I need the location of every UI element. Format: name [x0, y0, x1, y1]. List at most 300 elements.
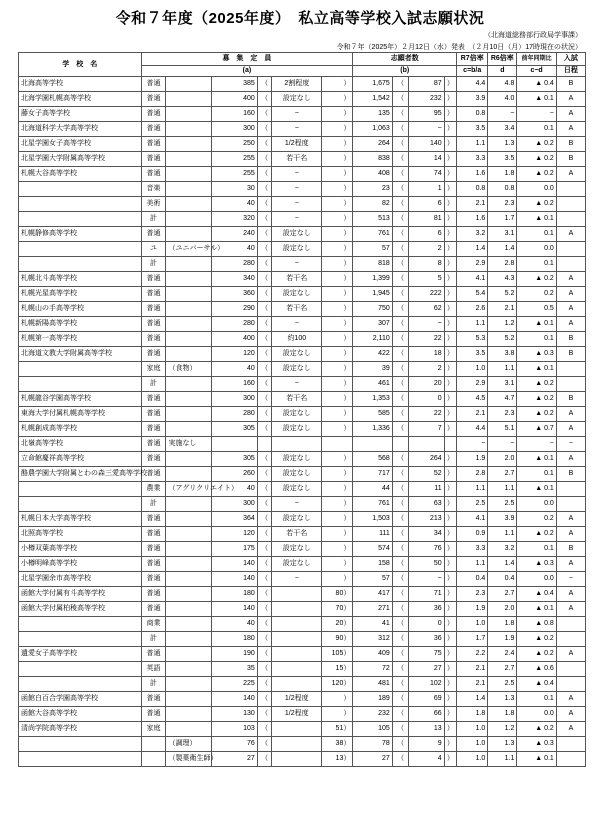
course: 家庭 [141, 722, 166, 737]
paren-close: ） [322, 212, 353, 227]
applications-table [18, 52, 586, 767]
paren-close: ） [444, 422, 456, 437]
exam-schedule: B [556, 542, 585, 557]
paren-open: （ [257, 737, 272, 752]
exam-schedule: A [556, 527, 585, 542]
course: 普通 [141, 512, 166, 527]
ratio-diff: 0.1 [517, 692, 556, 707]
exam-schedule [556, 632, 585, 647]
paren-open: （ [392, 527, 409, 542]
ratio-diff: ▲ 0.1 [517, 317, 556, 332]
paren-open: （ [392, 707, 409, 722]
course-detail [166, 347, 212, 362]
paren-close: ） [322, 407, 353, 422]
ratio-r7: 1.0 [457, 362, 488, 377]
recommend-applicants [409, 437, 444, 452]
ratio-r6: 3.8 [488, 347, 517, 362]
table-row [19, 752, 586, 767]
capacity: 76 [212, 737, 258, 752]
capacity: 360 [212, 287, 258, 302]
ratio-r7: 1.1 [457, 137, 488, 152]
school-name: 札幌山の手高等学校 [19, 302, 142, 317]
course-detail [166, 617, 212, 632]
course-detail [166, 272, 212, 287]
recommend [272, 632, 322, 647]
paren-open: （ [257, 662, 272, 677]
course-detail [166, 602, 212, 617]
recommend-applicants: 20 [409, 377, 444, 392]
ratio-r6: 1.4 [488, 242, 517, 257]
ratio-r7: 1.8 [457, 707, 488, 722]
course-detail [166, 647, 212, 662]
school-name [19, 362, 142, 377]
paren-close: ） [444, 152, 456, 167]
applicants: 1,945 [353, 287, 392, 302]
paren-close: ） [444, 257, 456, 272]
paren-close: ） [444, 137, 456, 152]
paren-close: ） [444, 527, 456, 542]
paren-open: （ [392, 287, 409, 302]
ratio-r7: 1.9 [457, 602, 488, 617]
course: 普通 [141, 587, 166, 602]
capacity: 260 [212, 467, 258, 482]
paren-open: （ [257, 242, 272, 257]
paren-close: ） [444, 647, 456, 662]
ratio-diff: 0.0 [517, 572, 556, 587]
paren-open: （ [257, 692, 272, 707]
ratio-diff: 0.1 [517, 332, 556, 347]
table-row [19, 347, 586, 362]
paren-open [392, 437, 409, 452]
applicants: 1,063 [353, 122, 392, 137]
school-name [19, 182, 142, 197]
ratio-diff: ▲ 0.1 [517, 752, 556, 767]
ratio-diff: ▲ 0.4 [517, 77, 556, 92]
recommend-applicants: 5 [409, 272, 444, 287]
paren-open: （ [257, 107, 272, 122]
applicants: 1,399 [353, 272, 392, 287]
paren-open: （ [392, 212, 409, 227]
recommend [272, 587, 322, 602]
recommend [272, 677, 322, 692]
paren-open: （ [257, 332, 272, 347]
recommend: 設定なし [272, 362, 322, 377]
ratio-r6: 2.8 [488, 257, 517, 272]
paren-open: （ [257, 197, 272, 212]
paren-close: 38） [322, 737, 353, 752]
course-detail [166, 287, 212, 302]
table-row [19, 167, 586, 182]
course: 普通 [141, 392, 166, 407]
applicants: 27 [353, 752, 392, 767]
applicants: 57 [353, 572, 392, 587]
ratio-diff: 0.0 [517, 707, 556, 722]
recommend: − [272, 572, 322, 587]
ratio-r6: 4.0 [488, 92, 517, 107]
course-detail [166, 677, 212, 692]
ratio-diff: ▲ 0.4 [517, 677, 556, 692]
table-row [19, 287, 586, 302]
ratio-r6: 1.4 [488, 557, 517, 572]
recommend-applicants: 0 [409, 617, 444, 632]
recommend-applicants: 71 [409, 587, 444, 602]
school-name: 札幌日本大学高等学校 [19, 512, 142, 527]
exam-schedule [556, 482, 585, 497]
applicants: 585 [353, 407, 392, 422]
recommend [272, 437, 322, 452]
course: 普通 [141, 107, 166, 122]
applicants: 82 [353, 197, 392, 212]
course: 家庭 [141, 362, 166, 377]
paren-open: （ [257, 677, 272, 692]
recommend: − [272, 182, 322, 197]
ratio-diff: − [517, 437, 556, 452]
table-row [19, 497, 586, 512]
paren-open: （ [257, 572, 272, 587]
applicants: 39 [353, 362, 392, 377]
ratio-r6: 1.8 [488, 707, 517, 722]
paren-close: ） [444, 452, 456, 467]
school-name: 小樽双葉高等学校 [19, 542, 142, 557]
course: 普通 [141, 452, 166, 467]
paren-open: （ [257, 272, 272, 287]
course-detail [166, 632, 212, 647]
course: 普通 [141, 287, 166, 302]
ratio-r6: 1.8 [488, 167, 517, 182]
paren-close: 90） [322, 632, 353, 647]
paren-close: ） [322, 497, 353, 512]
paren-close [322, 437, 353, 452]
paren-open: （ [392, 152, 409, 167]
capacity: 40 [212, 242, 258, 257]
school-name: 函館大学付属有斗高等学校 [19, 587, 142, 602]
table-row [19, 242, 586, 257]
ratio-diff: ▲ 0.1 [517, 482, 556, 497]
ratio-diff: ▲ 0.1 [517, 92, 556, 107]
course-detail [166, 77, 212, 92]
recommend-applicants: 74 [409, 167, 444, 182]
paren-close: ） [444, 392, 456, 407]
paren-close: ） [444, 317, 456, 332]
ratio-r7: 3.5 [457, 122, 488, 137]
course-detail [166, 557, 212, 572]
table-row [19, 527, 586, 542]
ratio-r7: 1.6 [457, 212, 488, 227]
ratio-r7: 1.0 [457, 737, 488, 752]
exam-schedule: A [556, 512, 585, 527]
course-detail [166, 707, 212, 722]
paren-open: （ [257, 92, 272, 107]
course: 英語 [141, 662, 166, 677]
applicants: 41 [353, 617, 392, 632]
paren-open: （ [392, 332, 409, 347]
course-detail [166, 422, 212, 437]
ratio-r7: 1.0 [457, 617, 488, 632]
ratio-r7: 1.0 [457, 722, 488, 737]
applicants: 57 [353, 242, 392, 257]
exam-schedule: A [556, 587, 585, 602]
table-row [19, 407, 586, 422]
recommend: 設定なし [272, 512, 322, 527]
course-detail [166, 692, 212, 707]
paren-open: （ [257, 362, 272, 377]
paren-close: 15） [322, 662, 353, 677]
course: 商業 [141, 617, 166, 632]
course: ユ [141, 242, 166, 257]
paren-close: ） [444, 467, 456, 482]
recommend-applicants: 50 [409, 557, 444, 572]
exam-schedule: A [556, 287, 585, 302]
header-exam: 入試 [556, 53, 585, 66]
course: 音楽 [141, 182, 166, 197]
course-detail [166, 407, 212, 422]
table-row [19, 137, 586, 152]
paren-open: （ [392, 407, 409, 422]
paren-open: （ [257, 257, 272, 272]
school-name [19, 197, 142, 212]
course-detail [166, 662, 212, 677]
exam-schedule [556, 257, 585, 272]
recommend: 若干名 [272, 152, 322, 167]
recommend: − [272, 167, 322, 182]
table-row [19, 617, 586, 632]
ratio-r7: 2.1 [457, 677, 488, 692]
ratio-r6: 1.1 [488, 752, 517, 767]
paren-close: ） [322, 557, 353, 572]
table-row [19, 632, 586, 647]
recommend: 設定なし [272, 557, 322, 572]
school-name: 北星学園大学附属高等学校 [19, 152, 142, 167]
table-row [19, 422, 586, 437]
capacity [212, 437, 258, 452]
paren-close: ） [444, 242, 456, 257]
recommend: 若干名 [272, 527, 322, 542]
ratio-r6: 2.7 [488, 587, 517, 602]
recommend: 設定なし [272, 407, 322, 422]
capacity: 250 [212, 137, 258, 152]
ratio-r6: 2.5 [488, 497, 517, 512]
recommend: 設定なし [272, 227, 322, 242]
course-detail: （食物） [166, 362, 212, 377]
course-detail: （ユニバーサル） [166, 242, 212, 257]
paren-close: ） [444, 482, 456, 497]
recommend: 1/2程度 [272, 137, 322, 152]
course-detail [166, 332, 212, 347]
recommend: 若干名 [272, 272, 322, 287]
paren-open: （ [257, 287, 272, 302]
school-name: 北海道科学大学高等学校 [19, 122, 142, 137]
course-detail [166, 497, 212, 512]
school-name: 遺愛女子高等学校 [19, 647, 142, 662]
school-name [19, 212, 142, 227]
paren-close: ） [322, 137, 353, 152]
ratio-r6: 2.4 [488, 647, 517, 662]
school-name: 札幌第一高等学校 [19, 332, 142, 347]
recommend: 若干名 [272, 392, 322, 407]
table-row [19, 392, 586, 407]
paren-open: （ [392, 692, 409, 707]
paren-open: （ [257, 542, 272, 557]
table-row [19, 542, 586, 557]
table-row [19, 677, 586, 692]
capacity: 320 [212, 212, 258, 227]
recommend-applicants: 81 [409, 212, 444, 227]
course: 普通 [141, 152, 166, 167]
school-name: 函館白百合学園高等学校 [19, 692, 142, 707]
course: 農業 [141, 482, 166, 497]
ratio-r7: 2.1 [457, 662, 488, 677]
ratio-r7: 0.8 [457, 107, 488, 122]
applicants [353, 437, 392, 452]
course [141, 752, 166, 767]
school-name [19, 662, 142, 677]
header-diff-sub: c−d [517, 66, 556, 77]
course: 普通 [141, 692, 166, 707]
course-detail [166, 317, 212, 332]
ratio-r7: 2.9 [457, 377, 488, 392]
paren-close: ） [444, 287, 456, 302]
course: 普通 [141, 77, 166, 92]
course: 普通 [141, 407, 166, 422]
ratio-r6: 0.8 [488, 182, 517, 197]
ratio-r6: 1.1 [488, 527, 517, 542]
paren-open: （ [392, 317, 409, 332]
recommend: − [272, 497, 322, 512]
paren-close: ） [322, 302, 353, 317]
course: 普通 [141, 467, 166, 482]
exam-schedule: A [556, 92, 585, 107]
ratio-r7: 5.4 [457, 287, 488, 302]
school-name [19, 482, 142, 497]
table-row [19, 452, 586, 467]
paren-open: （ [392, 572, 409, 587]
capacity: 240 [212, 227, 258, 242]
ratio-diff: ▲ 0.2 [517, 377, 556, 392]
course: 計 [141, 377, 166, 392]
capacity: 103 [212, 722, 258, 737]
recommend-applicants: 22 [409, 407, 444, 422]
table-row [19, 107, 586, 122]
course-detail [166, 197, 212, 212]
capacity: 255 [212, 167, 258, 182]
school-name: 札幌静修高等学校 [19, 227, 142, 242]
paren-open: （ [257, 482, 272, 497]
exam-schedule [556, 362, 585, 377]
paren-open: （ [257, 377, 272, 392]
school-name: 札幌創成高等学校 [19, 422, 142, 437]
paren-close: ） [322, 452, 353, 467]
exam-schedule: B [556, 137, 585, 152]
paren-close: ） [444, 602, 456, 617]
ratio-r6: 1.7 [488, 212, 517, 227]
recommend [272, 602, 322, 617]
capacity: 140 [212, 572, 258, 587]
paren-open: （ [392, 722, 409, 737]
ratio-diff: ▲ 0.2 [517, 137, 556, 152]
ratio-r6: 3.9 [488, 512, 517, 527]
table-row [19, 557, 586, 572]
course: 普通 [141, 422, 166, 437]
table-row [19, 317, 586, 332]
recommend-applicants: 7 [409, 422, 444, 437]
ratio-r7: 2.1 [457, 407, 488, 422]
table-row [19, 182, 586, 197]
recommend-applicants: 75 [409, 647, 444, 662]
exam-schedule: A [556, 122, 585, 137]
ratio-r7: 3.3 [457, 542, 488, 557]
ratio-r6: − [488, 107, 517, 122]
applicants: 105 [353, 722, 392, 737]
ratio-r7: 1.6 [457, 167, 488, 182]
capacity: 140 [212, 692, 258, 707]
capacity: 130 [212, 707, 258, 722]
header-school: 学 校 名 [19, 53, 142, 77]
recommend-applicants: − [409, 122, 444, 137]
course-detail [166, 92, 212, 107]
table-row [19, 227, 586, 242]
paren-close: ） [444, 677, 456, 692]
ratio-r6: 2.0 [488, 452, 517, 467]
ratio-r6: 5.1 [488, 422, 517, 437]
header-applicants: 志願者数 [353, 53, 457, 66]
school-name [19, 257, 142, 272]
capacity: 190 [212, 647, 258, 662]
course-detail: 実施なし [166, 437, 212, 452]
paren-close: ） [444, 362, 456, 377]
table-row [19, 587, 586, 602]
recommend-applicants: 66 [409, 707, 444, 722]
recommend-applicants: 222 [409, 287, 444, 302]
ratio-r7: 2.2 [457, 647, 488, 662]
recommend-applicants: 6 [409, 227, 444, 242]
exam-schedule: A [556, 692, 585, 707]
school-name: 小樽明峰高等学校 [19, 557, 142, 572]
recommend-applicants: 102 [409, 677, 444, 692]
exam-schedule [556, 242, 585, 257]
ratio-r7: 1.0 [457, 752, 488, 767]
paren-close: ） [444, 92, 456, 107]
applicants: 481 [353, 677, 392, 692]
school-name: 清尚学院高等学校 [19, 722, 142, 737]
school-name: 立命館慶祥高等学校 [19, 452, 142, 467]
paren-open: （ [392, 167, 409, 182]
paren-close: ） [444, 752, 456, 767]
ratio-r6: 3.1 [488, 377, 517, 392]
recommend: 設定なし [272, 287, 322, 302]
applicants: 750 [353, 302, 392, 317]
paren-open: （ [392, 557, 409, 572]
recommend-applicants: 69 [409, 692, 444, 707]
paren-open: （ [392, 737, 409, 752]
paren-open: （ [392, 77, 409, 92]
paren-close: 120） [322, 677, 353, 692]
recommend: 設定なし [272, 92, 322, 107]
ratio-r7: 2.9 [457, 257, 488, 272]
applicants: 1,503 [353, 512, 392, 527]
table-row [19, 377, 586, 392]
recommend-applicants: 232 [409, 92, 444, 107]
course-detail [166, 137, 212, 152]
course-detail [166, 512, 212, 527]
school-name: 酪農学園大学附属とわの森三愛高等学校 [19, 467, 142, 482]
school-name: 北海高等学校 [19, 77, 142, 92]
ratio-r6: 3.2 [488, 542, 517, 557]
ratio-diff: ▲ 0.1 [517, 212, 556, 227]
recommend: 設定なし [272, 467, 322, 482]
ratio-r7: 4.4 [457, 422, 488, 437]
ratio-diff: ▲ 0.1 [517, 452, 556, 467]
paren-close [444, 437, 456, 452]
